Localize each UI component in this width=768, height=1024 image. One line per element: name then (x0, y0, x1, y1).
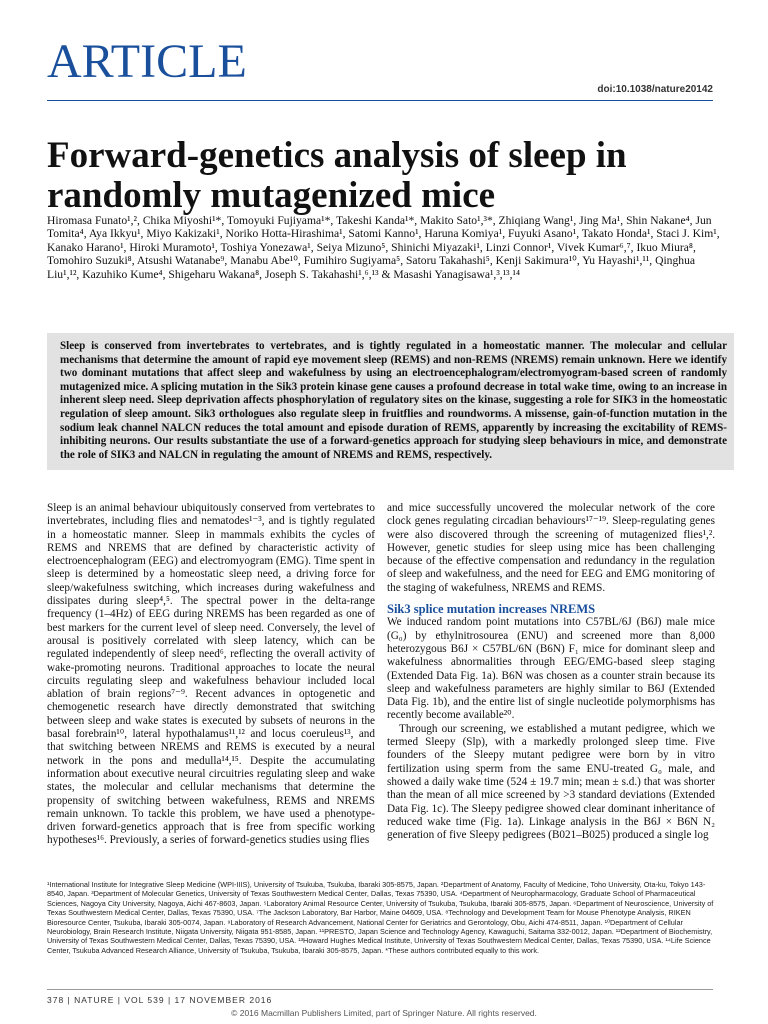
intro-paragraph: Sleep is an animal behaviour ubiquitously conserved from vertebrates to invertebrates, including flies and nematodes¹⁻³, and is tightly regulated in a homeostatic manner. Sleep in mammals exhibits the cycles of REMS and NREMS that are defined by characteristic activity of electroencephalogram (EEG) and electromyogram (EMG). Time spent in sleep is determined by a homeostatic sleep need, a driving force for sleep/wakefulness switching, which increases during wakefulness and dissipates during sleep⁴,⁵. The spectral power in the delta-range frequency (1–4Hz) of EEG during NREMS has been regarded as one of best markers for the current level of sleep need. Conversely, the level of arousal is positively correlated with sleep latency, which can be regulated independently of sleep need⁶, reflecting the overall activity of wake-promoting neurons. Traditional approaches to locate the neural circuits regulating sleep and wakefulness behaviour included local ablation of brain regions⁷⁻⁹. Recent advances in optogenetic and chemogenetic research have directly demonstrated that switching between sleep and wake states is executed by subsets of neurons in the basal forebrain¹⁰, lateral hypothalamus¹¹,¹² and locus coeruleus¹³, and that switching between NREMS and REMS is executed by a neural network in the pons and medulla¹⁴,¹⁵. Despite the accumulating information about executive neural circuitries regulating sleep and wake states, the molecular and cellular mechanisms that determine the propensity of switching between wakefulness, REMS and NREMS remain unknown. To tackle this problem, we have used a phenotype-driven forward-genetics approach that is free from specific working hypotheses¹⁶. Previously, a series of forward-genetics studies using flies (47, 502, 375, 847)
doi[interactable]: doi:10.1038/nature20142 (597, 84, 713, 95)
author-list: Hiromasa Funato¹,², Chika Miyoshi¹*, Tomoyuki Fujiyama¹*, Takeshi Kanda¹*, Makito Sato¹,³*, Zhiqiang Wang¹, Jing Ma¹, Shin Nakane⁴, Jun Tomita⁴, Aya Ikkyu¹, Miyo Kakizaki¹, Noriko Hotta-Hirashima¹, Satomi Kanno¹, Haruna Komiya¹, Fuyuki Asano¹, Takato Honda¹, Staci J. Kim¹, Kanako Harano¹, Hiroki Muramoto¹, Toshiya Yonezawa¹, Seiya Mizuno⁵, Shinichi Miyazaki¹, Linzi Connor¹, Vivek Kumar⁶,⁷, Ikuo Miura⁸, Tomohiro Suzuki⁸, Atsushi Watanabe⁹, Manabu Abe¹⁰, Fumihiro Sugiyama⁵, Satoru Takahashi⁵, Kenji Sakimura¹⁰, Yu Hayashi¹,¹¹, Qinghua Liu¹,¹², Kazuhiko Kume⁴, Shigeharu Wakana⁸, Joseph S. Takahashi¹,⁶,¹³ & Masashi Yanagisawa¹,³,¹³,¹⁴ (47, 214, 720, 281)
abstract-box: Sleep is conserved from invertebrates to vertebrates, and is tightly regulated in a homeostatic manner. The molecular and cellular mechanisms that determine the amount of rapid eye movement sleep (REMS) and non-REMS (NREMS) remain unknown. Here we identify two dominant mutations that affect sleep and wakefulness by using an electroencephalogram/electromyogram-based screen of randomly mutagenized mice. A splicing mutation in the Sik3 protein kinase gene causes a profound decrease in total wake time, owing to an increase in inherent sleep need. Sleep deprivation affects phosphorylation of regulatory sites on the kinase, suggesting a role for SIK3 in the homeostatic regulation of sleep amount. Sik3 orthologues also regulate sleep in fruitflies and roundworms. A missense, gain-of-function mutation in the sodium leak channel NALCN reduces the total amount and episode duration of REMS, apparently by increasing the excitability of REMS-inhibiting neurons. Our results substantiate the use of a forward-genetics approach for studying sleep behaviours in mice, and demonstrate the role of SIK3 and NALCN in regulating the amount of NREMS and REMS, respectively. (47, 333, 734, 470)
affiliation-footnotes: ¹International Institute for Integrative Sleep Medicine (WPI-IIIS), University of Tsukuba, Tsukuba, Ibaraki 305-8575, Japan. ²Department of Anatomy, Faculty of Medicine, Toho University, Ota-ku, Tokyo 143-8540, Japan. ³Department of Molecular Genetics, University of Texas Southwestern Medical Center, Dallas, Texas 75390, USA. ⁴Department of Neuropharmacology, Graduate School of Pharmaceutical Sciences, Nagoya City University, Nagoya, Aichi 467-8603, Japan. ⁵Laboratory Animal Resource Center, University of Tsukuba, Tsukuba, Ibaraki 305-8575, Japan. ⁶Department of Neuroscience, University of Texas Southwestern Medical Center, Dallas, Texas 75390, USA. ⁷The Jackson Laboratory, Bar Harbor, Maine 04609, USA. ⁸Technology and Development Team for Mouse Phenotype Analysis, RIKEN Bioresource Center, Tsukuba, Ibaraki 305-0074, Japan. ⁹Laboratory of Research Advancement, National Center for Geriatrics and Gerontology, Obu, Aichi 474-8511, Japan. ¹⁰Department of Cellular Neurobiology, Brain Research Institute, Niigata University, Niigata 951-8585, Japan. ¹¹PRESTO, Japan Science and Technology Agency, Kawaguchi, Saitama 332-0012, Japan. ¹²Department of Biochemistry, University of Texas Southwestern Medical Center, Dallas, Texas 75390, USA. ¹³Howard Hughes Medical Institute, University of Texas Southwestern Medical Center, Dallas, Texas 75390, USA. ¹⁴Life Science Center, Tsukuba Advanced Research Alliance, University of Tsukuba, Tsukuba, Ibaraki 305-8575, Japan. *These authors contributed equally to this work. (47, 880, 714, 955)
header-rule (47, 100, 713, 101)
intro-paragraph-continued: and mice successfully uncovered the molecular network of the core clock genes regulating circadian behaviours¹⁷⁻¹⁹. Sleep-regulating genes were also discovered through the screening of mutagenized flies¹,². However, genetic studies for sleep using mice has been challenging because of the effective compensation and redundancy in the regulation of sleep and wakefulness, and the need for EEG and EMG monitoring of the staging of wakefulness, NREMS and REMS. (387, 502, 715, 594)
footer-rule (47, 989, 713, 990)
article-title: Forward-genetics analysis of sleep in randomly mutagenized mice (47, 135, 627, 216)
results-paragraph-2: Through our screening, we established a mutant pedigree, which we termed Sleepy (Slp), with a markedly prolonged sleep time. Five founders of the Sleepy mutant pedigree were born by in vitro fertilization using sperm from the same ENU-treated G₀ male, and showed a daily wake time (524 ± 19.7 min; mean ± s.d.) that was shorter than the mean of all mice screened by >3 standard deviations (Extended Data Fig. 1c). The Sleepy pedigree showed clear dominant inheritance of reduced wake time (Fig. 1a). Linkage analysis in the B6J × B6N N₂ generation of five Sleepy pedigrees (B021–B025) produced a single log (387, 722, 715, 842)
section-heading: Sik3 splice mutation increases NREMS (387, 602, 596, 617)
page-info: 378 | NATURE | VOL 539 | 17 NOVEMBER 2016 (47, 995, 273, 1005)
body-column-left (47, 502, 375, 848)
copyright: © 2016 Macmillan Publishers Limited, part of Springer Nature. All rights reserved. (231, 1008, 537, 1018)
results-paragraph-1: We induced random point mutations into C57BL/6J (B6J) male mice (G₀) by ethylnitrosourea (ENU) and screened more than 8,000 heterozygous B6J × C57BL/6N (B6N) F₁ mice for dominant sleep and wakefulness abnormalities through EEG/EMG-based sleep staging (Extended Data Fig. 1a). B6N was chosen as a counter strain because its sleep and wakefulness parameters are highly similar to B6J (Extended Data Fig. 1b), and the entire list of single nucleotide polymorphisms has recently become available²⁰. (387, 616, 715, 722)
section-label: ARTICLE (47, 35, 247, 88)
body-column-right (387, 502, 715, 842)
